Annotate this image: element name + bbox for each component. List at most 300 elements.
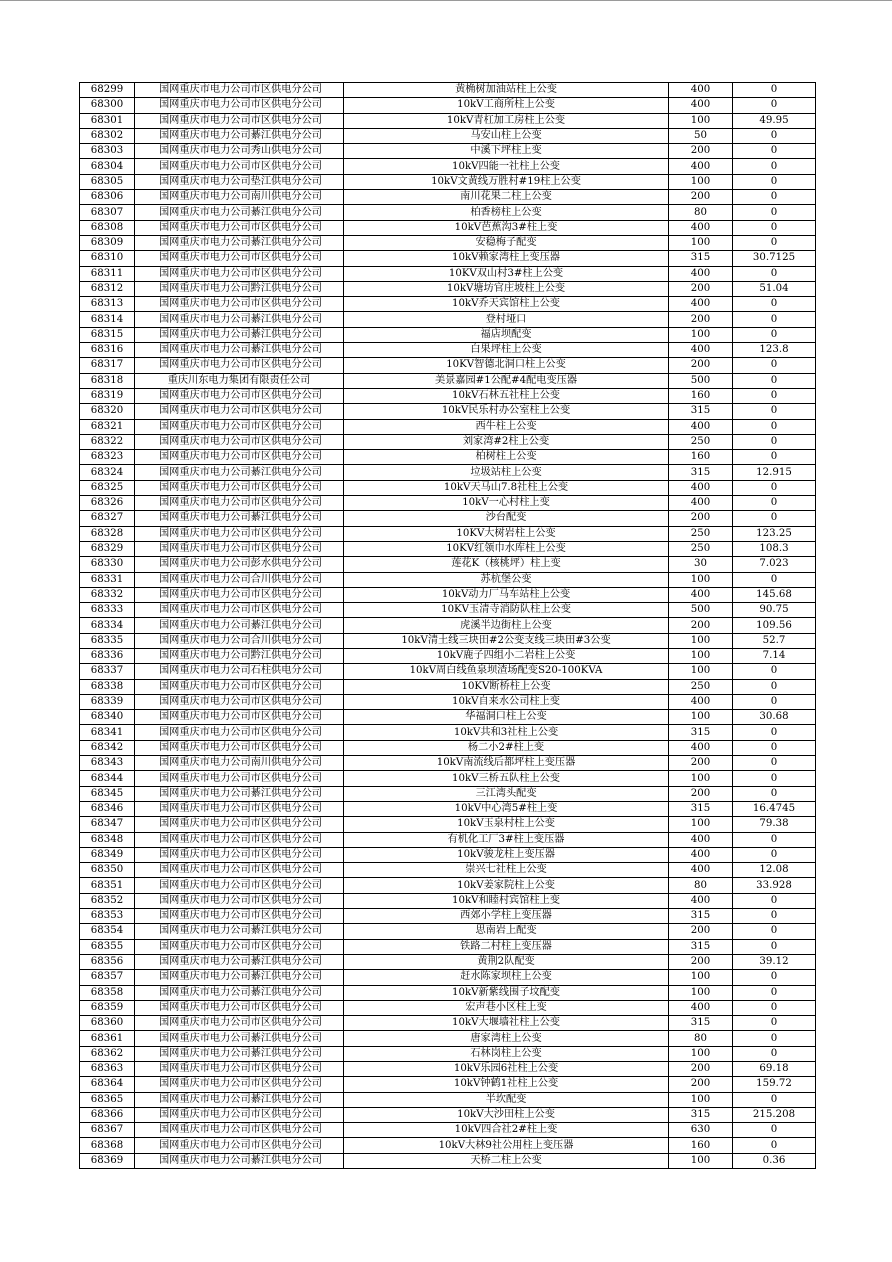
company-cell: 国网重庆市电力公司市区供电分公司 — [135, 847, 344, 862]
company-cell: 国网重庆市电力公司綦江供电分公司 — [135, 465, 344, 480]
transformer-name-cell: 10kV周白线鱼泉坝渣场配变S20-100KVA — [344, 664, 669, 679]
transformer-name-cell: 虎溪半边街柱上公变 — [344, 618, 669, 633]
table-row — [80, 327, 816, 342]
table-row — [80, 909, 816, 924]
table-row — [80, 1000, 816, 1015]
transformer-name-cell: 白果坪柱上公变 — [344, 343, 669, 358]
capacity-cell: 400 — [669, 480, 733, 495]
capacity-cell: 250 — [669, 526, 733, 541]
capacity-cell: 400 — [669, 297, 733, 312]
capacity-cell: 630 — [669, 1123, 733, 1138]
company-cell: 国网重庆市电力公司綦江供电分公司 — [135, 312, 344, 327]
company-cell: 国网重庆市电力公司市区供电分公司 — [135, 419, 344, 434]
table-row — [80, 756, 816, 771]
company-cell: 国网重庆市电力公司市区供电分公司 — [135, 98, 344, 113]
capacity-cell: 400 — [669, 740, 733, 755]
company-cell: 国网重庆市电力公司市区供电分公司 — [135, 939, 344, 954]
value-cell: 159.72 — [733, 1077, 816, 1092]
capacity-cell: 100 — [669, 235, 733, 250]
value-cell: 0 — [733, 1016, 816, 1031]
company-cell: 国网重庆市电力公司綦江供电分公司 — [135, 970, 344, 985]
row-id-cell: 68345 — [80, 786, 135, 801]
row-id-cell: 68326 — [80, 496, 135, 511]
row-id-cell: 68352 — [80, 893, 135, 908]
value-cell: 0 — [733, 128, 816, 143]
company-cell: 国网重庆市电力公司市区供电分公司 — [135, 1000, 344, 1015]
value-cell: 0 — [733, 220, 816, 235]
value-cell: 0 — [733, 740, 816, 755]
table-row — [80, 465, 816, 480]
transformer-name-cell: 马安山柱上公变 — [344, 128, 669, 143]
value-cell: 0 — [733, 205, 816, 220]
transformer-name-cell: 杨二小2#柱上变 — [344, 740, 669, 755]
row-id-cell: 68320 — [80, 404, 135, 419]
company-cell: 国网重庆市电力公司彭水供电分公司 — [135, 557, 344, 572]
table-row — [80, 694, 816, 709]
row-id-cell: 68367 — [80, 1123, 135, 1138]
transformer-name-cell: 黄桷树加油站柱上公变 — [344, 83, 669, 98]
company-cell: 国网重庆市电力公司市区供电分公司 — [135, 480, 344, 495]
table-row — [80, 297, 816, 312]
table-row — [80, 128, 816, 143]
value-cell: 109.56 — [733, 618, 816, 633]
transformer-name-cell: 10kV中心湾5#柱上变 — [344, 801, 669, 816]
row-id-cell: 68357 — [80, 970, 135, 985]
table-row — [80, 603, 816, 618]
table-row — [80, 419, 816, 434]
value-cell: 0 — [733, 98, 816, 113]
value-cell: 0 — [733, 985, 816, 1000]
company-cell: 国网重庆市电力公司市区供电分公司 — [135, 526, 344, 541]
company-cell: 国网重庆市电力公司綦江供电分公司 — [135, 205, 344, 220]
transformer-name-cell: 铁路二村柱上变压器 — [344, 939, 669, 954]
row-id-cell: 68310 — [80, 251, 135, 266]
value-cell: 145.68 — [733, 587, 816, 602]
value-cell: 0 — [733, 83, 816, 98]
company-cell: 国网重庆市电力公司綦江供电分公司 — [135, 786, 344, 801]
value-cell: 12.915 — [733, 465, 816, 480]
table-row — [80, 710, 816, 725]
transformer-name-cell: 刘家湾#2柱上公变 — [344, 434, 669, 449]
capacity-cell: 100 — [669, 572, 733, 587]
capacity-cell: 200 — [669, 924, 733, 939]
row-id-cell: 68353 — [80, 909, 135, 924]
capacity-cell: 100 — [669, 710, 733, 725]
transformer-name-cell: 华福洞口柱上公变 — [344, 710, 669, 725]
table-row — [80, 144, 816, 159]
value-cell: 0 — [733, 664, 816, 679]
transformer-name-cell: 10kV大沙田柱上公变 — [344, 1107, 669, 1122]
table-row — [80, 664, 816, 679]
capacity-cell: 250 — [669, 679, 733, 694]
transformer-name-cell: 西郊小学柱上变压器 — [344, 909, 669, 924]
table-row — [80, 633, 816, 648]
row-id-cell: 68308 — [80, 220, 135, 235]
row-id-cell: 68337 — [80, 664, 135, 679]
capacity-cell: 100 — [669, 1046, 733, 1061]
row-id-cell: 68348 — [80, 832, 135, 847]
capacity-cell: 160 — [669, 450, 733, 465]
row-id-cell: 68363 — [80, 1062, 135, 1077]
company-cell: 国网重庆市电力公司市区供电分公司 — [135, 159, 344, 174]
company-cell: 国网重庆市电力公司合川供电分公司 — [135, 572, 344, 587]
row-id-cell: 68346 — [80, 801, 135, 816]
row-id-cell: 68335 — [80, 633, 135, 648]
transformer-name-cell: 10kV天马山7.8社柱上公变 — [344, 480, 669, 495]
table-row — [80, 281, 816, 296]
company-cell: 国网重庆市电力公司秀山供电分公司 — [135, 144, 344, 159]
table-row — [80, 771, 816, 786]
page-top-border — [0, 0, 892, 1]
row-id-cell: 68325 — [80, 480, 135, 495]
capacity-cell: 315 — [669, 909, 733, 924]
row-id-cell: 68347 — [80, 817, 135, 832]
table-row — [80, 893, 816, 908]
capacity-cell: 30 — [669, 557, 733, 572]
value-cell: 0 — [733, 480, 816, 495]
table-row — [80, 618, 816, 633]
table-row — [80, 526, 816, 541]
capacity-cell: 200 — [669, 190, 733, 205]
value-cell: 30.68 — [733, 710, 816, 725]
value-cell: 0.36 — [733, 1153, 816, 1168]
transformer-name-cell: 10kV一心村柱上变 — [344, 496, 669, 511]
capacity-cell: 100 — [669, 985, 733, 1000]
row-id-cell: 68358 — [80, 985, 135, 1000]
table-row — [80, 954, 816, 969]
transformer-name-cell: 柏香榜柱上公变 — [344, 205, 669, 220]
capacity-cell: 400 — [669, 893, 733, 908]
row-id-cell: 68304 — [80, 159, 135, 174]
transformer-name-cell: 沙台配变 — [344, 511, 669, 526]
transformer-name-cell: 崇兴七社柱上公变 — [344, 863, 669, 878]
transformer-name-cell: 10kV文黄线万胜村#19柱上公变 — [344, 174, 669, 189]
table-row — [80, 450, 816, 465]
value-cell: 123.8 — [733, 343, 816, 358]
table-row — [80, 190, 816, 205]
row-id-cell: 68355 — [80, 939, 135, 954]
table-row — [80, 220, 816, 235]
transformer-name-cell: 10kV四能一社柱上公变 — [344, 159, 669, 174]
row-id-cell: 68336 — [80, 648, 135, 663]
row-id-cell: 68338 — [80, 679, 135, 694]
capacity-cell: 200 — [669, 954, 733, 969]
table-row — [80, 358, 816, 373]
value-cell: 0 — [733, 388, 816, 403]
capacity-cell: 500 — [669, 373, 733, 388]
value-cell: 0 — [733, 1031, 816, 1046]
value-cell: 215.208 — [733, 1107, 816, 1122]
transformer-name-cell: 西牛柱上公变 — [344, 419, 669, 434]
row-id-cell: 68323 — [80, 450, 135, 465]
transformer-name-cell: 有机化工厂3#柱上变压器 — [344, 832, 669, 847]
company-cell: 国网重庆市电力公司石柱供电分公司 — [135, 664, 344, 679]
table-row — [80, 541, 816, 556]
table-row — [80, 863, 816, 878]
row-id-cell: 68330 — [80, 557, 135, 572]
company-cell: 国网重庆市电力公司市区供电分公司 — [135, 388, 344, 403]
capacity-cell: 100 — [669, 970, 733, 985]
transformer-name-cell: 10KV智德北洞口柱上公变 — [344, 358, 669, 373]
company-cell: 国网重庆市电力公司市区供电分公司 — [135, 909, 344, 924]
table-row — [80, 205, 816, 220]
value-cell: 0 — [733, 832, 816, 847]
transformer-name-cell: 半坎配变 — [344, 1092, 669, 1107]
transformer-name-cell: 中溪下坪柱上变 — [344, 144, 669, 159]
company-cell: 国网重庆市电力公司南川供电分公司 — [135, 190, 344, 205]
capacity-cell: 315 — [669, 1016, 733, 1031]
row-id-cell: 68302 — [80, 128, 135, 143]
capacity-cell: 100 — [669, 1153, 733, 1168]
row-id-cell: 68354 — [80, 924, 135, 939]
capacity-cell: 100 — [669, 174, 733, 189]
company-cell: 国网重庆市电力公司市区供电分公司 — [135, 740, 344, 755]
company-cell: 国网重庆市电力公司市区供电分公司 — [135, 710, 344, 725]
table-row — [80, 786, 816, 801]
capacity-cell: 500 — [669, 603, 733, 618]
row-id-cell: 68365 — [80, 1092, 135, 1107]
capacity-cell: 400 — [669, 98, 733, 113]
row-id-cell: 68366 — [80, 1107, 135, 1122]
row-id-cell: 68312 — [80, 281, 135, 296]
transformer-name-cell: 10KV双山村3#柱上公变 — [344, 266, 669, 281]
row-id-cell: 68369 — [80, 1153, 135, 1168]
capacity-cell: 200 — [669, 618, 733, 633]
capacity-cell: 100 — [669, 664, 733, 679]
company-cell: 国网重庆市电力公司市区供电分公司 — [135, 1016, 344, 1031]
company-cell: 国网重庆市电力公司綦江供电分公司 — [135, 511, 344, 526]
company-cell: 国网重庆市电力公司市区供电分公司 — [135, 83, 344, 98]
row-id-cell: 68316 — [80, 343, 135, 358]
company-cell: 国网重庆市电力公司垫江供电分公司 — [135, 174, 344, 189]
table-row — [80, 740, 816, 755]
company-cell: 国网重庆市电力公司市区供电分公司 — [135, 220, 344, 235]
row-id-cell: 68362 — [80, 1046, 135, 1061]
table-row — [80, 174, 816, 189]
transformer-name-cell: 10KV大树岩柱上公变 — [344, 526, 669, 541]
company-cell: 国网重庆市电力公司市区供电分公司 — [135, 1062, 344, 1077]
capacity-cell: 400 — [669, 266, 733, 281]
table-row — [80, 725, 816, 740]
capacity-cell: 200 — [669, 511, 733, 526]
value-cell: 0 — [733, 174, 816, 189]
company-cell: 国网重庆市电力公司市区供电分公司 — [135, 694, 344, 709]
transformer-name-cell: 10KV玉清寺消防队柱上公变 — [344, 603, 669, 618]
table-row — [80, 1123, 816, 1138]
company-cell: 国网重庆市电力公司市区供电分公司 — [135, 266, 344, 281]
company-cell: 国网重庆市电力公司黔江供电分公司 — [135, 281, 344, 296]
table-row — [80, 1031, 816, 1046]
row-id-cell: 68331 — [80, 572, 135, 587]
table-row — [80, 434, 816, 449]
capacity-cell: 100 — [669, 648, 733, 663]
table-row — [80, 847, 816, 862]
row-id-cell: 68333 — [80, 603, 135, 618]
table-row — [80, 587, 816, 602]
transformer-name-cell: 10kV鹿子四组小二岩柱上公变 — [344, 648, 669, 663]
row-id-cell: 68340 — [80, 710, 135, 725]
value-cell: 0 — [733, 970, 816, 985]
company-cell: 国网重庆市电力公司綦江供电分公司 — [135, 235, 344, 250]
transformer-name-cell: 10kV四合社2#柱上变 — [344, 1123, 669, 1138]
row-id-cell: 68356 — [80, 954, 135, 969]
transformer-name-cell: 福店坝配变 — [344, 327, 669, 342]
company-cell: 国网重庆市电力公司市区供电分公司 — [135, 893, 344, 908]
value-cell: 0 — [733, 496, 816, 511]
table-row — [80, 1107, 816, 1122]
capacity-cell: 100 — [669, 633, 733, 648]
row-id-cell: 68344 — [80, 771, 135, 786]
company-cell: 国网重庆市电力公司市区供电分公司 — [135, 771, 344, 786]
row-id-cell: 68318 — [80, 373, 135, 388]
capacity-cell: 400 — [669, 847, 733, 862]
row-id-cell: 68324 — [80, 465, 135, 480]
table-row — [80, 266, 816, 281]
transformer-name-cell: 10kV南流线后都坪柱上变压器 — [344, 756, 669, 771]
capacity-cell: 100 — [669, 1092, 733, 1107]
row-id-cell: 68303 — [80, 144, 135, 159]
transformer-name-cell: 安稳梅子配变 — [344, 235, 669, 250]
row-id-cell: 68341 — [80, 725, 135, 740]
value-cell: 0 — [733, 909, 816, 924]
company-cell: 国网重庆市电力公司綦江供电分公司 — [135, 1092, 344, 1107]
transformer-name-cell: 10kV新紫线围子坟配变 — [344, 985, 669, 1000]
transformer-name-cell: 思南岩上配变 — [344, 924, 669, 939]
transformer-name-cell: 柏树柱上公变 — [344, 450, 669, 465]
table-row — [80, 1077, 816, 1092]
transformer-name-cell: 10kV青杠加工房柱上公变 — [344, 113, 669, 128]
value-cell: 0 — [733, 144, 816, 159]
table-row — [80, 970, 816, 985]
value-cell: 108.3 — [733, 541, 816, 556]
row-id-cell: 68329 — [80, 541, 135, 556]
company-cell: 国网重庆市电力公司南川供电分公司 — [135, 756, 344, 771]
transformer-table — [79, 82, 816, 1169]
company-cell: 国网重庆市电力公司市区供电分公司 — [135, 113, 344, 128]
company-cell: 国网重庆市电力公司綦江供电分公司 — [135, 343, 344, 358]
company-cell: 国网重庆市电力公司市区供电分公司 — [135, 817, 344, 832]
transformer-name-cell: 三江湾头配变 — [344, 786, 669, 801]
table-row — [80, 251, 816, 266]
value-cell: 0 — [733, 893, 816, 908]
transformer-name-cell: 10kV大林9社公用柱上变压器 — [344, 1138, 669, 1153]
table-row — [80, 924, 816, 939]
transformer-name-cell: 苏杭堡公变 — [344, 572, 669, 587]
company-cell: 国网重庆市电力公司綦江供电分公司 — [135, 985, 344, 1000]
capacity-cell: 400 — [669, 694, 733, 709]
capacity-cell: 400 — [669, 83, 733, 98]
row-id-cell: 68315 — [80, 327, 135, 342]
transformer-name-cell: 天桥二柱上公变 — [344, 1153, 669, 1168]
value-cell: 0 — [733, 266, 816, 281]
table-row — [80, 648, 816, 663]
value-cell: 0 — [733, 694, 816, 709]
value-cell: 0 — [733, 1046, 816, 1061]
capacity-cell: 160 — [669, 388, 733, 403]
value-cell: 0 — [733, 358, 816, 373]
transformer-name-cell: 10KV红领巾水库柱上公变 — [344, 541, 669, 556]
company-cell: 国网重庆市电力公司市区供电分公司 — [135, 1138, 344, 1153]
transformer-name-cell: 唐家湾柱上公变 — [344, 1031, 669, 1046]
capacity-cell: 200 — [669, 281, 733, 296]
company-cell: 国网重庆市电力公司市区供电分公司 — [135, 832, 344, 847]
capacity-cell: 80 — [669, 1031, 733, 1046]
value-cell: 0 — [733, 434, 816, 449]
transformer-name-cell: 10kV三桥五队柱上公变 — [344, 771, 669, 786]
capacity-cell: 400 — [669, 159, 733, 174]
table-row — [80, 1092, 816, 1107]
row-id-cell: 68328 — [80, 526, 135, 541]
transformer-name-cell: 10kV动力厂马车站柱上公变 — [344, 587, 669, 602]
value-cell: 0 — [733, 450, 816, 465]
capacity-cell: 100 — [669, 327, 733, 342]
value-cell: 0 — [733, 327, 816, 342]
company-cell: 国网重庆市电力公司市区供电分公司 — [135, 434, 344, 449]
company-cell: 国网重庆市电力公司綦江供电分公司 — [135, 1031, 344, 1046]
capacity-cell: 250 — [669, 541, 733, 556]
value-cell: 123.25 — [733, 526, 816, 541]
row-id-cell: 68306 — [80, 190, 135, 205]
value-cell: 51.04 — [733, 281, 816, 296]
capacity-cell: 400 — [669, 419, 733, 434]
capacity-cell: 80 — [669, 205, 733, 220]
table-row — [80, 572, 816, 587]
company-cell: 国网重庆市电力公司市区供电分公司 — [135, 358, 344, 373]
row-id-cell: 68311 — [80, 266, 135, 281]
table-row — [80, 679, 816, 694]
row-id-cell: 68332 — [80, 587, 135, 602]
transformer-name-cell: 10kV姜家院柱上公变 — [344, 878, 669, 893]
table-row — [80, 878, 816, 893]
capacity-cell: 315 — [669, 939, 733, 954]
transformer-name-cell: 10kV赖家湾柱上变压器 — [344, 251, 669, 266]
company-cell: 国网重庆市电力公司市区供电分公司 — [135, 725, 344, 740]
value-cell: 0 — [733, 572, 816, 587]
company-cell: 重庆川东电力集团有限责任公司 — [135, 373, 344, 388]
row-id-cell: 68317 — [80, 358, 135, 373]
transformer-name-cell: 黄荆2队配变 — [344, 954, 669, 969]
company-cell: 国网重庆市电力公司綦江供电分公司 — [135, 128, 344, 143]
value-cell: 0 — [733, 771, 816, 786]
capacity-cell: 200 — [669, 312, 733, 327]
row-id-cell: 68360 — [80, 1016, 135, 1031]
company-cell: 国网重庆市电力公司市区供电分公司 — [135, 603, 344, 618]
table-row — [80, 1138, 816, 1153]
company-cell: 国网重庆市电力公司市区供电分公司 — [135, 404, 344, 419]
row-id-cell: 68351 — [80, 878, 135, 893]
row-id-cell: 68300 — [80, 98, 135, 113]
table-row — [80, 159, 816, 174]
capacity-cell: 315 — [669, 725, 733, 740]
capacity-cell: 200 — [669, 1077, 733, 1092]
capacity-cell: 100 — [669, 771, 733, 786]
table-row — [80, 83, 816, 98]
table-row — [80, 1153, 816, 1168]
value-cell: 0 — [733, 297, 816, 312]
transformer-name-cell: 10kV和睦村宾馆柱上变 — [344, 893, 669, 908]
value-cell: 12.08 — [733, 863, 816, 878]
capacity-cell: 315 — [669, 404, 733, 419]
transformer-name-cell: 10kV钟鹤1社柱上公变 — [344, 1077, 669, 1092]
row-id-cell: 68314 — [80, 312, 135, 327]
capacity-cell: 315 — [669, 801, 733, 816]
table-row — [80, 373, 816, 388]
transformer-name-cell: 10kV乔天宾馆柱上公变 — [344, 297, 669, 312]
row-id-cell: 68319 — [80, 388, 135, 403]
row-id-cell: 68368 — [80, 1138, 135, 1153]
value-cell: 69.18 — [733, 1062, 816, 1077]
company-cell: 国网重庆市电力公司市区供电分公司 — [135, 679, 344, 694]
